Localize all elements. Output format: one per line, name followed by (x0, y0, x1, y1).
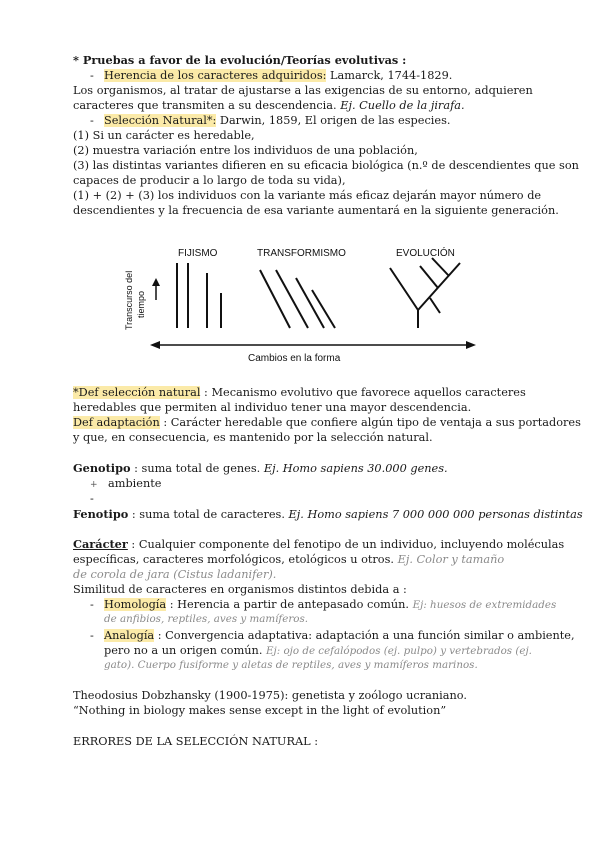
def-seleccion-line-1 (73, 385, 526, 400)
dobzhansky-line-1: Theodosius Dobzhansky (1900-1975): genetista y zoólogo ucraniano. (73, 689, 467, 702)
caracter-line-3: de corola de jara (Cistus ladanifer). (73, 568, 277, 581)
def-adaptacion-line-1 (73, 415, 581, 430)
dash-bullet: - (90, 629, 94, 642)
caracter-line-1 (73, 537, 564, 552)
lamarck-example: Ej. Cuello de la jirafa. (340, 99, 465, 112)
section-title: * Pruebas a favor de la evolución/Teorías evolutivas : (73, 53, 407, 67)
genotipo-example: Ej. Homo sapiens 30.000 genes. (263, 462, 448, 475)
transformismo-label: TRANSFORMISMO (257, 248, 346, 259)
analogia-def: : Convergencia adaptativa: adaptación a una función similar o ambiente, (154, 629, 575, 642)
evolution-diagram (120, 238, 490, 368)
x-axis-left-arrow (150, 341, 160, 349)
analogia-line-3: gato). Cuerpo fusiforme y aletas de reptiles, aves y mamíferos marinos. (104, 659, 478, 671)
x-axis-right-arrow (466, 341, 476, 349)
homologia-def: : Herencia a partir de antepasado común. (166, 598, 413, 611)
caracter-line-2 (73, 552, 504, 567)
analogia-line-2 (104, 643, 532, 659)
point-3b: capaces de producir a lo largo de toda su vida), (73, 174, 346, 187)
dash-bullet: - (90, 69, 94, 82)
transformismo-line (312, 290, 335, 328)
fenotipo-example: Ej. Homo sapiens 7 000 000 000 personas distintas (288, 508, 583, 521)
transformismo-line (260, 270, 290, 328)
errores-heading: ERRORES DE LA SELECCIÓN NATURAL : (73, 735, 319, 748)
y-axis-label-2: tiempo (136, 290, 146, 318)
dash-bullet: - (90, 598, 94, 611)
transformismo-lines (260, 270, 335, 328)
seleccion-rest: Darwin, 1859, El origen de las especies. (216, 114, 451, 127)
analogia-example: Ej: ojo de cefalópodos (ej. pulpo) y vertebrados (ej. (266, 645, 532, 657)
genotipo-line (73, 461, 448, 476)
tree-branch (430, 298, 440, 313)
fijismo-label: FIJISMO (178, 248, 218, 259)
homologia-example: Ej: huesos de extremidades (412, 599, 557, 611)
def-seleccion-term: *Def selección natural (73, 386, 201, 399)
point-1: (1) Si un carácter es heredable, (73, 129, 255, 142)
point-4b: descendientes y la frecuencia de esa variante aumentará en la siguiente generación. (73, 204, 559, 217)
point-3a: (3) las distintas variantes difieren en su eficacia biológica (n.º de descendientes que son (73, 159, 579, 172)
caracter-def-2: específicas, caracteres morfológicos, etológicos u otros. (73, 553, 398, 566)
genotipo-bullet-2 (90, 491, 94, 506)
point-2: (2) muestra variación entre los individuos de una población, (73, 144, 418, 157)
lamarck-text: caracteres que transmiten a su descendencia. (73, 99, 337, 112)
transformismo-line (276, 270, 308, 328)
dash-bullet: - (90, 492, 94, 505)
similitud-line: Similitud de caracteres en organismos distintos debida a : (73, 583, 407, 596)
dash-bullet: - (90, 114, 94, 127)
caracter-term: Carácter (73, 537, 128, 551)
tree-branch (390, 268, 418, 310)
lamarck-line-2 (73, 98, 465, 113)
ambiente-text: ambiente (108, 477, 162, 490)
def-adaptacion-text: : Carácter heredable que confiere algún tipo de ventaja a sus portadores (159, 416, 581, 429)
tree-branch (420, 266, 438, 288)
seleccion-term: Selección Natural*: (104, 114, 217, 127)
fijismo-lines (177, 263, 221, 328)
analogia-term: Analogía (104, 629, 155, 642)
point-4a: (1) + (2) + (3) los individuos con la variante más eficaz dejarán mayor número de (73, 189, 542, 202)
def-adaptacion-term: Def adaptación (73, 416, 160, 429)
analogia-def-2: pero no a un origen común. (104, 644, 267, 657)
dobzhansky-quote: “Nothing in biology makes sense except in the light of evolution” (73, 704, 447, 717)
y-axis-label-1: Transcurso del (124, 270, 134, 330)
homologia-line-1 (90, 597, 556, 613)
tree-branch (432, 258, 449, 276)
caracter-example: Ej. Color y tamaño (397, 553, 505, 566)
fenotipo-term: Fenotipo (73, 507, 129, 521)
fenotipo-def: : suma total de caracteres. (128, 508, 289, 521)
herencia-rest: Lamarck, 1744-1829. (326, 69, 453, 82)
genotipo-bullet-1 (90, 476, 161, 493)
genotipo-term: Genotipo (73, 461, 131, 475)
homologia-term: Homología (104, 598, 167, 611)
fenotipo-line (73, 507, 583, 522)
time-arrow-head (152, 278, 160, 286)
genotipo-def: : suma total de genes. (130, 462, 264, 475)
homologia-line-2: de anfibios, reptiles, aves y mamíferos. (104, 613, 309, 625)
caracter-def: : Cualquier componente del fenotipo de un individuo, incluyendo moléculas (127, 538, 565, 551)
def-adaptacion-line-2: y que, en consecuencia, es mantenido por la selección natural. (73, 431, 433, 444)
x-axis-label: Cambios en la forma (248, 353, 341, 364)
evolucion-label: EVOLUCIÓN (396, 248, 455, 259)
def-seleccion-text: : Mecanismo evolutivo que favorece aquellos caracteres (200, 386, 526, 399)
analogia-line-1 (90, 628, 575, 643)
seleccion-line (90, 113, 450, 128)
herencia-term: Herencia de los caracteres adquiridos: (104, 69, 327, 82)
def-seleccion-line-2: heredables que permiten al individuo tener una mayor descendencia. (73, 401, 472, 414)
herencia-line (90, 68, 452, 83)
plus-bullet: + (90, 480, 98, 490)
lamarck-line-1: Los organismos, al tratar de ajustarse a las exigencias de su entorno, adquieren (73, 84, 533, 97)
evolucion-tree (390, 258, 460, 328)
